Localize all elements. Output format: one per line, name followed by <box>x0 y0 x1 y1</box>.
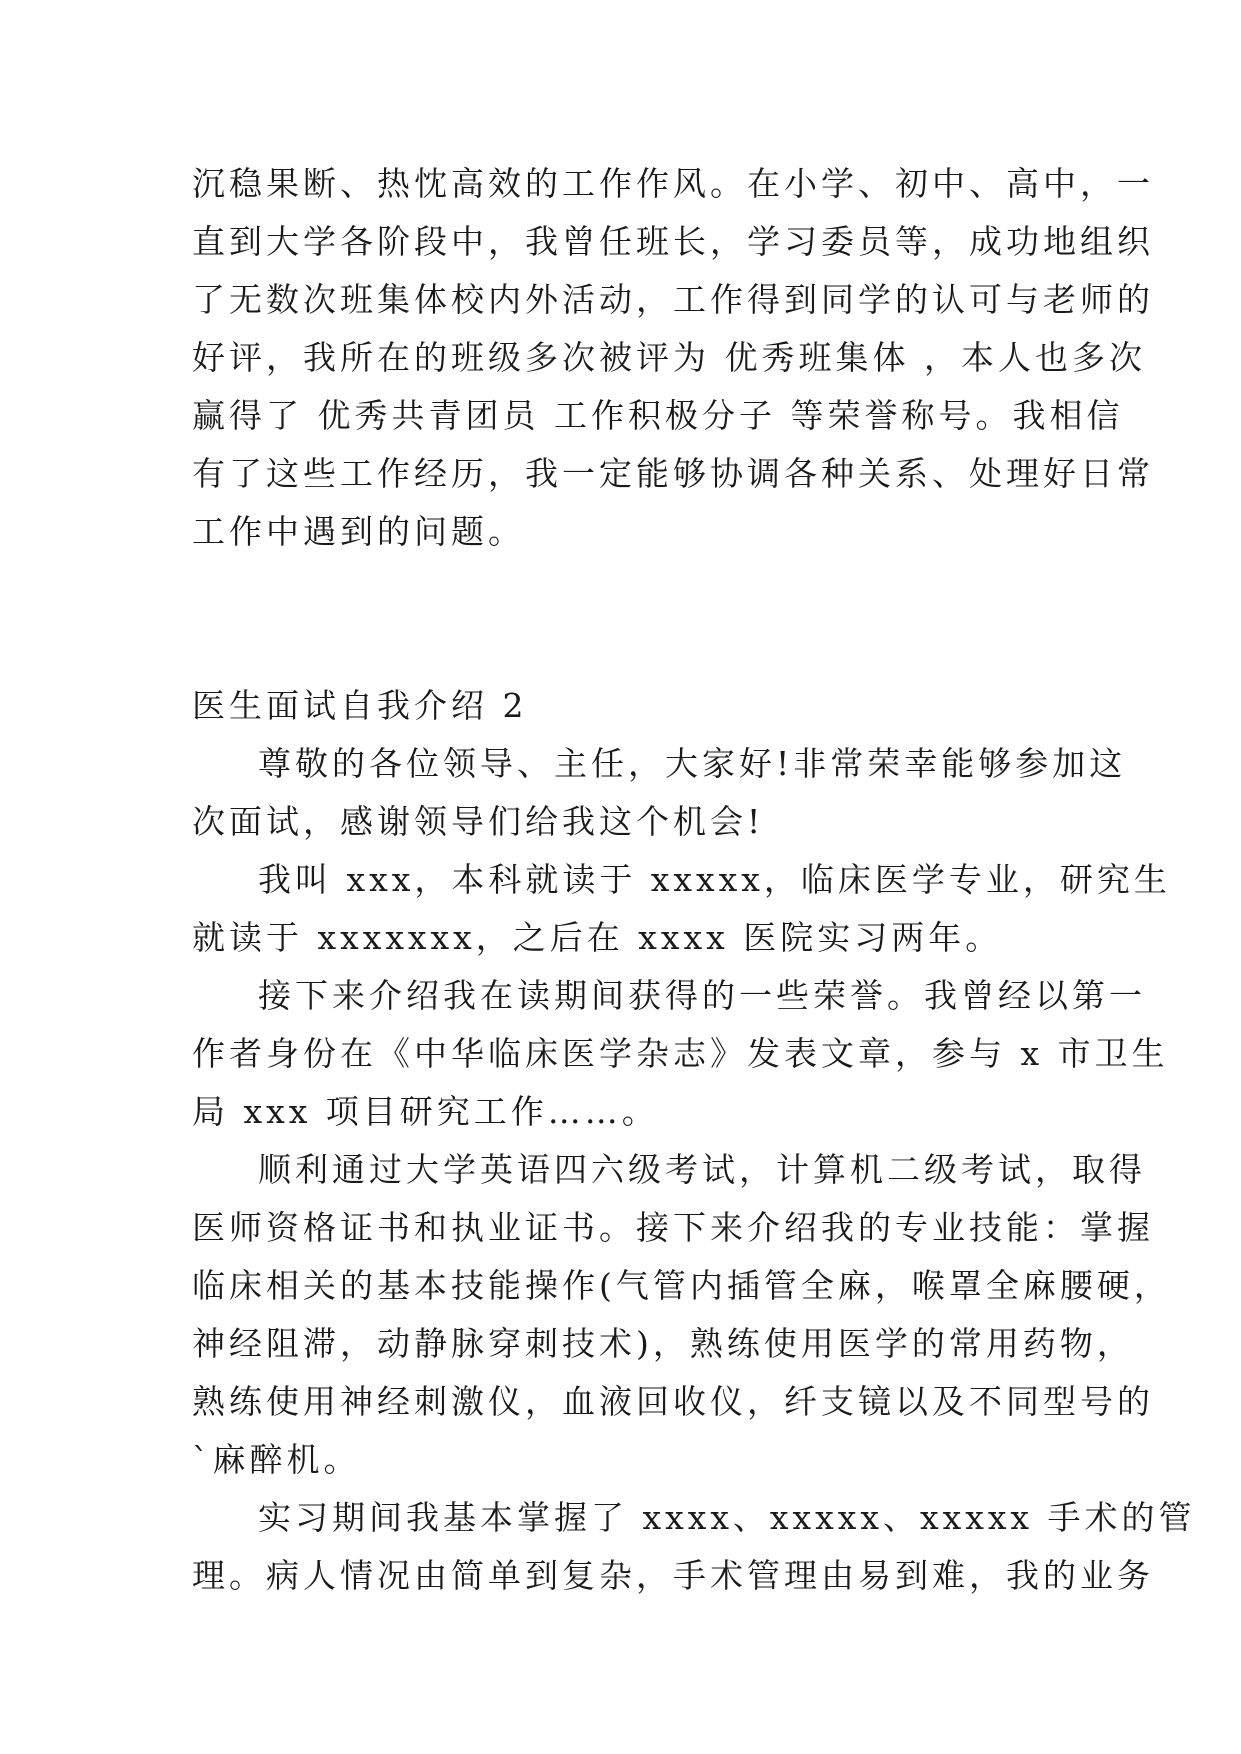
paragraph-line: 沉稳果断、热忱高效的工作作风。在小学、初中、高中，一 <box>192 164 1154 203</box>
paragraph-line: 好评，我所在的班级多次被评为 优秀班集体 ，本人也多次 <box>192 338 1146 377</box>
paragraph-line: 局 xxx 项目研究工作……。 <box>192 1092 659 1131</box>
paragraph-line: 次面试，感谢领导们给我这个机会! <box>192 802 765 841</box>
paragraph-line: 直到大学各阶段中，我曾任班长，学习委员等，成功地组织 <box>192 222 1154 261</box>
paragraph-line: 就读于 xxxxxxx，之后在 xxxx 医院实习两年。 <box>192 918 1003 957</box>
paragraph-first-line: 尊敬的各位领导、主任，大家好!非常荣幸能够参加这 <box>258 744 1127 783</box>
paragraph-line: 熟练使用神经刺激仪，血液回收仪，纤支镜以及不同型号的 <box>192 1382 1154 1421</box>
paragraph-line: 临床相关的基本技能操作(气管内插管全麻，喉罩全麻腰硬， <box>192 1266 1171 1305</box>
paragraph-line: 有了这些工作经历，我一定能够协调各种关系、处理好日常 <box>192 454 1154 493</box>
paragraph-line: `麻醉机。 <box>192 1440 361 1479</box>
paragraph-first-line: 顺利通过大学英语四六级考试，计算机二级考试，取得 <box>258 1150 1146 1189</box>
paragraph-first-line: 接下来介绍我在读期间获得的一些荣誉。我曾经以第一 <box>258 976 1146 1015</box>
paragraph-first-line: 我叫 xxx，本科就读于 xxxxx，临床医学专业，研究生 <box>258 860 1171 899</box>
paragraph-line: 赢得了 优秀共青团员 工作积极分子 等荣誉称号。我相信 <box>192 396 1124 435</box>
section-heading: 医生面试自我介绍 2 <box>192 686 528 725</box>
paragraph-line: 作者身份在《中华临床医学杂志》发表文章，参与 x 市卫生 <box>192 1034 1169 1073</box>
paragraph-line: 工作中遇到的问题。 <box>192 512 525 551</box>
paragraph-line: 理。病人情况由简单到复杂，手术管理由易到难，我的业务 <box>192 1556 1154 1595</box>
paragraph-line: 了无数次班集体校内外活动，工作得到同学的认可与老师的 <box>192 280 1154 319</box>
paragraph-line: 医师资格证书和执业证书。接下来介绍我的专业技能：掌握 <box>192 1208 1154 1247</box>
paragraph-first-line: 实习期间我基本掌握了 xxxx、xxxxx、xxxxx 手术的管 <box>258 1498 1196 1537</box>
paragraph-line: 神经阻滞，动静脉穿刺技术)，熟练使用医学的常用药物， <box>192 1324 1134 1363</box>
